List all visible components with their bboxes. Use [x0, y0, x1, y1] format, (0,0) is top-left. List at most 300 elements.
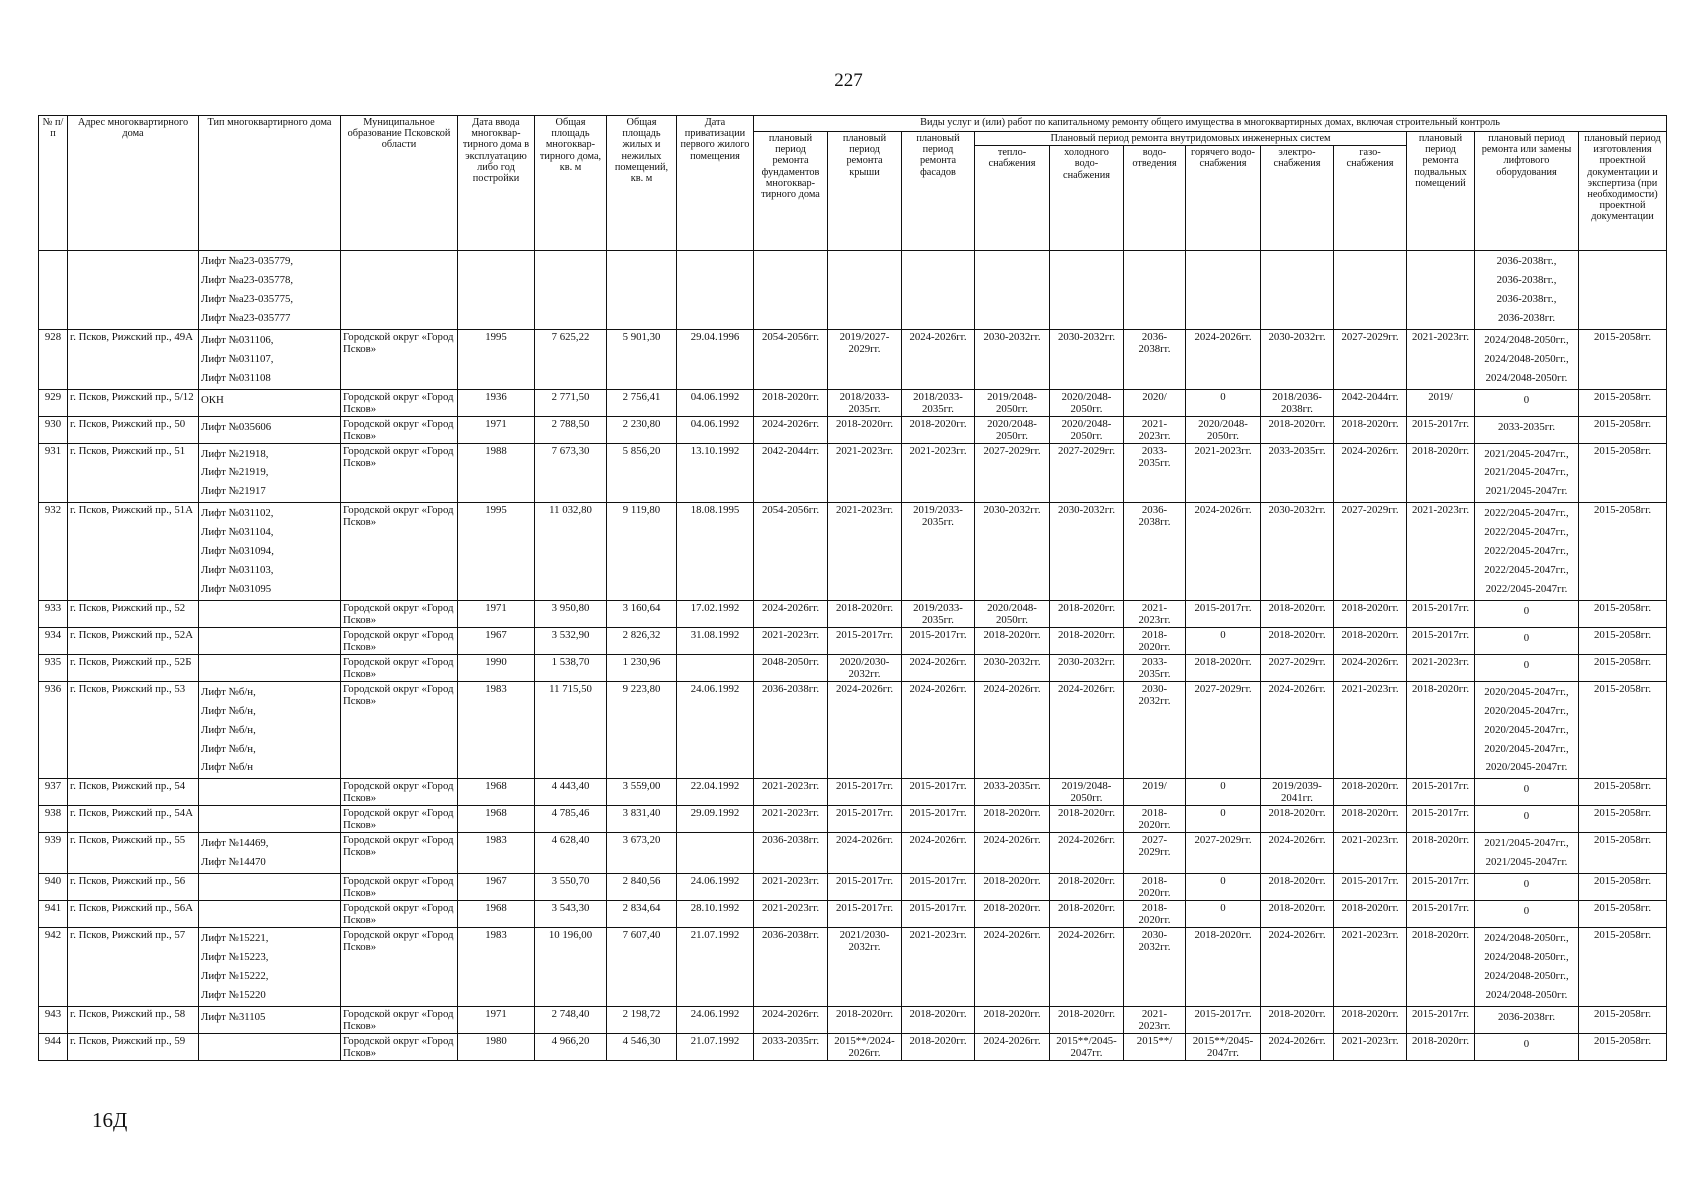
cell-hot-water: 2024-2026гг.: [1186, 329, 1261, 389]
cell-foundation: 2018-2020гг.: [754, 389, 828, 416]
cell-gas: 2021-2023гг.: [1334, 681, 1407, 779]
cell-elevator: [1475, 443, 1579, 503]
cell-docs: 2015-2058гг.: [1579, 779, 1667, 806]
cell-foundation: 2024-2026гг.: [754, 600, 828, 627]
cell-address: г. Псков, Рижский пр., 52Б: [68, 654, 199, 681]
elevator-period-line: 2022/2045-2047гг.,: [1484, 507, 1569, 520]
cell-drainage: 2021-2023гг.: [1124, 416, 1186, 443]
cell-date: 1936: [458, 389, 535, 416]
cell-docs: 2015-2058гг.: [1579, 681, 1667, 779]
cell-elevator: [1475, 503, 1579, 601]
cell-electric: 2033-2035гг.: [1261, 443, 1334, 503]
cell-basement: [1407, 251, 1475, 330]
header-drainage: водо-отведения: [1124, 146, 1186, 251]
elevator-id-line: Лифт №035606: [201, 420, 272, 433]
cell-municipality: Городской округ «Город Псков»: [341, 627, 458, 654]
cell-living-area: 2 840,56: [607, 874, 677, 901]
cell-drainage: 2020/: [1124, 389, 1186, 416]
cell-electric: 2030-2032гг.: [1261, 503, 1334, 601]
cell-num: 939: [39, 833, 68, 874]
cell-num: 933: [39, 600, 68, 627]
cell-electric: [1261, 251, 1334, 330]
cell-heat: 2018-2020гг.: [975, 627, 1050, 654]
cell-facade: 2015-2017гг.: [902, 901, 975, 928]
cell-drainage: 2015**/: [1124, 1033, 1186, 1060]
elevator-period-line: 0: [1523, 878, 1530, 891]
cell-privatization: 18.08.1995: [677, 503, 754, 601]
cell-gas: 2018-2020гг.: [1334, 1006, 1407, 1033]
cell-type: [199, 503, 341, 601]
cell-total-area: 1 538,70: [535, 654, 607, 681]
cell-municipality: Городской округ «Город Псков»: [341, 329, 458, 389]
elevator-id-line: Лифт №031106,: [201, 333, 274, 346]
elevator-period-line: 0: [1523, 604, 1530, 617]
cell-municipality: Городской округ «Город Псков»: [341, 416, 458, 443]
cell-electric: 2018-2020гг.: [1261, 416, 1334, 443]
cell-date: 1980: [458, 1033, 535, 1060]
cell-address: г. Псков, Рижский пр., 53: [68, 681, 199, 779]
cell-total-area: 3 550,70: [535, 874, 607, 901]
cell-gas: 2024-2026гг.: [1334, 443, 1407, 503]
elevator-period-line: 2022/2045-2047гг.,: [1484, 526, 1569, 539]
cell-cold-water: 2020/2048-2050гг.: [1050, 389, 1124, 416]
elevator-period-line: 2036-2038гг.: [1497, 1010, 1556, 1023]
elevator-id-line: Лифт №031094,: [201, 545, 274, 558]
elevator-period-line: 2024/2048-2050гг.,: [1484, 333, 1569, 346]
cell-hot-water: 2027-2029гг.: [1186, 681, 1261, 779]
cell-date: 1971: [458, 600, 535, 627]
cell-hot-water: 2015-2017гг.: [1186, 600, 1261, 627]
cell-gas: 2021-2023гг.: [1334, 1033, 1407, 1060]
cell-cold-water: 2018-2020гг.: [1050, 1006, 1124, 1033]
elevator-id-line: Лифт №031102,: [201, 507, 274, 520]
elevator-id-line: Лифт №031095: [201, 582, 272, 595]
cell-type: [199, 928, 341, 1007]
elevator-id-line: Лифт №15222,: [201, 969, 269, 982]
cell-roof: 2015-2017гг.: [828, 779, 902, 806]
cell-facade: 2018-2020гг.: [902, 1006, 975, 1033]
cell-type: [199, 443, 341, 503]
cell-roof: 2024-2026гг.: [828, 681, 902, 779]
cell-roof: 2018-2020гг.: [828, 600, 902, 627]
cell-foundation: [754, 251, 828, 330]
cell-municipality: Городской округ «Город Псков»: [341, 1006, 458, 1033]
cell-address: г. Псков, Рижский пр., 51А: [68, 503, 199, 601]
cell-gas: 2018-2020гг.: [1334, 806, 1407, 833]
cell-elevator: [1475, 251, 1579, 330]
cell-drainage: 2030-2032гг.: [1124, 681, 1186, 779]
elevator-period-line: 2022/2045-2047гг.,: [1484, 563, 1569, 576]
cell-num: 932: [39, 503, 68, 601]
cell-basement: 2021-2023гг.: [1407, 329, 1475, 389]
elevator-id-line: Лифт №31105: [201, 1010, 266, 1023]
cell-municipality: Городской округ «Город Псков»: [341, 901, 458, 928]
cell-facade: 2019/2033-2035гг.: [902, 600, 975, 627]
cell-electric: 2027-2029гг.: [1261, 654, 1334, 681]
cell-hot-water: 2015**/2045-2047гг.: [1186, 1033, 1261, 1060]
cell-living-area: 5 856,20: [607, 443, 677, 503]
cell-electric: 2030-2032гг.: [1261, 329, 1334, 389]
cell-gas: 2018-2020гг.: [1334, 600, 1407, 627]
elevator-period-line: 0: [1523, 905, 1530, 918]
cell-heat: 2018-2020гг.: [975, 901, 1050, 928]
header-num: № п/п: [39, 116, 68, 251]
cell-type: [199, 1006, 341, 1033]
cell-total-area: 4 966,20: [535, 1033, 607, 1060]
elevator-period-line: 2021/2045-2047гг.,: [1484, 447, 1569, 460]
table-row: [39, 654, 1667, 681]
cell-foundation: 2042-2044гг.: [754, 443, 828, 503]
cell-municipality: Городской округ «Город Псков»: [341, 503, 458, 601]
cell-electric: 2018-2020гг.: [1261, 874, 1334, 901]
cell-roof: 2021-2023гг.: [828, 443, 902, 503]
cell-total-area: 7 625,22: [535, 329, 607, 389]
cell-roof: 2015-2017гг.: [828, 874, 902, 901]
elevator-id-line: Лифт №14469,: [201, 837, 269, 850]
cell-electric: 2018-2020гг.: [1261, 901, 1334, 928]
elevator-period-line: 0: [1523, 658, 1530, 671]
cell-cold-water: 2024-2026гг.: [1050, 681, 1124, 779]
cell-type: [199, 681, 341, 779]
elevator-id-line: Лифт №14470: [201, 856, 266, 869]
cell-living-area: 3 559,00: [607, 779, 677, 806]
cell-electric: 2018-2020гг.: [1261, 627, 1334, 654]
cell-roof: [828, 251, 902, 330]
cell-total-area: 11 715,50: [535, 681, 607, 779]
cell-basement: 2018-2020гг.: [1407, 443, 1475, 503]
cell-total-area: 4 443,40: [535, 779, 607, 806]
cell-privatization: 21.07.1992: [677, 928, 754, 1007]
cell-municipality: Городской округ «Город Псков»: [341, 654, 458, 681]
cell-docs: 2015-2058гг.: [1579, 627, 1667, 654]
cell-date: 1990: [458, 654, 535, 681]
cell-roof: 2018/2033-2035гг.: [828, 389, 902, 416]
cell-facade: 2015-2017гг.: [902, 627, 975, 654]
cell-privatization: 24.06.1992: [677, 874, 754, 901]
cell-docs: 2015-2058гг.: [1579, 329, 1667, 389]
cell-heat: 2030-2032гг.: [975, 654, 1050, 681]
cell-privatization: 31.08.1992: [677, 627, 754, 654]
cell-docs: 2015-2058гг.: [1579, 654, 1667, 681]
cell-cold-water: 2027-2029гг.: [1050, 443, 1124, 503]
cell-num: 940: [39, 874, 68, 901]
cell-total-area: 3 532,90: [535, 627, 607, 654]
cell-living-area: 2 198,72: [607, 1006, 677, 1033]
cell-electric: 2024-2026гг.: [1261, 1033, 1334, 1060]
table-row: [39, 416, 1667, 443]
table-row: [39, 1033, 1667, 1060]
cell-basement: 2021-2023гг.: [1407, 654, 1475, 681]
cell-total-area: [535, 251, 607, 330]
elevator-period-line: 2024/2048-2050гг.,: [1484, 932, 1569, 945]
cell-docs: 2015-2058гг.: [1579, 1006, 1667, 1033]
cell-municipality: Городской округ «Город Псков»: [341, 806, 458, 833]
cell-address: г. Псков, Рижский пр., 56: [68, 874, 199, 901]
cell-address: г. Псков, Рижский пр., 55: [68, 833, 199, 874]
cell-drainage: 2019/: [1124, 779, 1186, 806]
cell-privatization: 28.10.1992: [677, 901, 754, 928]
cell-living-area: 1 230,96: [607, 654, 677, 681]
cell-heat: 2024-2026гг.: [975, 681, 1050, 779]
cell-roof: 2019/2027-2029гг.: [828, 329, 902, 389]
elevator-period-line: 2020/2045-2047гг.,: [1484, 704, 1569, 717]
cell-hot-water: 0: [1186, 901, 1261, 928]
cell-heat: 2024-2026гг.: [975, 833, 1050, 874]
cell-municipality: Городской округ «Город Псков»: [341, 874, 458, 901]
cell-basement: 2021-2023гг.: [1407, 503, 1475, 601]
cell-facade: 2024-2026гг.: [902, 654, 975, 681]
elevator-id-line: Лифт №15221,: [201, 932, 269, 945]
cell-cold-water: 2020/2048-2050гг.: [1050, 416, 1124, 443]
cell-roof: 2015-2017гг.: [828, 806, 902, 833]
table-row: [39, 627, 1667, 654]
cell-facade: 2015-2017гг.: [902, 874, 975, 901]
cell-privatization: 29.04.1996: [677, 329, 754, 389]
cell-drainage: 2018-2020гг.: [1124, 806, 1186, 833]
table-row: [39, 928, 1667, 1007]
cell-docs: 2015-2058гг.: [1579, 806, 1667, 833]
cell-foundation: 2021-2023гг.: [754, 627, 828, 654]
elevator-id-line: Лифт №б/н,: [201, 704, 256, 717]
cell-drainage: 2027-2029гг.: [1124, 833, 1186, 874]
cell-basement: 2018-2020гг.: [1407, 928, 1475, 1007]
cell-num: 935: [39, 654, 68, 681]
cell-basement: 2015-2017гг.: [1407, 1006, 1475, 1033]
cell-heat: 2018-2020гг.: [975, 1006, 1050, 1033]
cell-heat: 2020/2048-2050гг.: [975, 600, 1050, 627]
cell-total-area: 2 788,50: [535, 416, 607, 443]
cell-docs: 2015-2058гг.: [1579, 600, 1667, 627]
elevator-id-line: Лифт №б/н,: [201, 723, 256, 736]
cell-num: 943: [39, 1006, 68, 1033]
cell-address: г. Псков, Рижский пр., 59: [68, 1033, 199, 1060]
cell-foundation: 2048-2050гг.: [754, 654, 828, 681]
cell-docs: [1579, 251, 1667, 330]
header-total-area: Общая площадь многоквар-тирного дома, кв. м: [535, 116, 607, 251]
elevator-period-line: 2036-2038гг.,: [1496, 274, 1557, 287]
cell-address: г. Псков, Рижский пр., 52А: [68, 627, 199, 654]
cell-basement: 2015-2017гг.: [1407, 901, 1475, 928]
elevator-period-line: 2036-2038гг.: [1497, 311, 1556, 324]
cell-docs: 2015-2058гг.: [1579, 874, 1667, 901]
table-row: [39, 779, 1667, 806]
cell-total-area: 2 748,40: [535, 1006, 607, 1033]
cell-hot-water: 0: [1186, 806, 1261, 833]
cell-roof: 2018-2020гг.: [828, 416, 902, 443]
cell-heat: 2024-2026гг.: [975, 928, 1050, 1007]
cell-living-area: 3 160,64: [607, 600, 677, 627]
cell-elevator: [1475, 1033, 1579, 1060]
cell-cold-water: 2018-2020гг.: [1050, 874, 1124, 901]
cell-gas: 2018-2020гг.: [1334, 779, 1407, 806]
cell-elevator: [1475, 779, 1579, 806]
cell-drainage: 2018-2020гг.: [1124, 901, 1186, 928]
elevator-id-line: Лифт №а23-035779,: [201, 255, 294, 268]
cell-date: 1995: [458, 329, 535, 389]
cell-total-area: 2 771,50: [535, 389, 607, 416]
table-row: [39, 389, 1667, 416]
cell-type: [199, 779, 341, 806]
cell-type: [199, 901, 341, 928]
cell-privatization: 21.07.1992: [677, 1033, 754, 1060]
cell-foundation: 2021-2023гг.: [754, 901, 828, 928]
cell-gas: 2018-2020гг.: [1334, 901, 1407, 928]
table-row: [39, 681, 1667, 779]
elevator-id-line: ОКН: [201, 393, 224, 406]
cell-roof: 2015**/2024-2026гг.: [828, 1033, 902, 1060]
cell-elevator: [1475, 901, 1579, 928]
page-number: 227: [834, 70, 863, 91]
cell-electric: 2018-2020гг.: [1261, 1006, 1334, 1033]
cell-roof: 2018-2020гг.: [828, 1006, 902, 1033]
elevator-period-line: 0: [1523, 783, 1530, 796]
cell-facade: 2018-2020гг.: [902, 416, 975, 443]
cell-total-area: 7 673,30: [535, 443, 607, 503]
cell-facade: 2024-2026гг.: [902, 681, 975, 779]
header-elevator: плановый период ремонта или замены лифтового оборудования: [1475, 132, 1579, 251]
cell-gas: 2027-2029гг.: [1334, 503, 1407, 601]
cell-electric: 2018-2020гг.: [1261, 600, 1334, 627]
cell-num: 930: [39, 416, 68, 443]
cell-privatization: [677, 833, 754, 874]
cell-gas: 2018-2020гг.: [1334, 416, 1407, 443]
cell-heat: 2018-2020гг.: [975, 874, 1050, 901]
cell-living-area: 9 223,80: [607, 681, 677, 779]
cell-drainage: 2018-2020гг.: [1124, 874, 1186, 901]
cell-municipality: Городской округ «Город Псков»: [341, 600, 458, 627]
header-docs: плановый период изготовления проектной документации и экспертиза (при необходимости) проектной документации: [1579, 132, 1667, 251]
cell-address: г. Псков, Рижский пр., 54А: [68, 806, 199, 833]
cell-hot-water: 2018-2020гг.: [1186, 928, 1261, 1007]
cell-docs: 2015-2058гг.: [1579, 928, 1667, 1007]
cell-basement: 2015-2017гг.: [1407, 600, 1475, 627]
elevator-period-line: 2024/2048-2050гг.: [1485, 371, 1568, 384]
cell-roof: 2015-2017гг.: [828, 627, 902, 654]
cell-gas: 2021-2023гг.: [1334, 928, 1407, 1007]
cell-drainage: [1124, 251, 1186, 330]
cell-facade: 2021-2023гг.: [902, 443, 975, 503]
cell-privatization: 13.10.1992: [677, 443, 754, 503]
cell-basement: 2015-2017гг.: [1407, 779, 1475, 806]
cell-hot-water: 2018-2020гг.: [1186, 654, 1261, 681]
cell-address: г. Псков, Рижский пр., 5/12: [68, 389, 199, 416]
cell-gas: 2024-2026гг.: [1334, 654, 1407, 681]
table-row: [39, 833, 1667, 874]
cell-type: [199, 654, 341, 681]
cell-living-area: 2 826,32: [607, 627, 677, 654]
cell-heat: 2019/2048-2050гг.: [975, 389, 1050, 416]
elevator-period-line: 2024/2048-2050гг.,: [1484, 969, 1569, 982]
cell-privatization: [677, 251, 754, 330]
cell-basement: 2018-2020гг.: [1407, 1033, 1475, 1060]
header-address: Адрес многоквартирного дома: [68, 116, 199, 251]
cell-type: [199, 389, 341, 416]
cell-num: 941: [39, 901, 68, 928]
cell-electric: 2018-2020гг.: [1261, 806, 1334, 833]
cell-foundation: 2021-2023гг.: [754, 874, 828, 901]
cell-electric: 2024-2026гг.: [1261, 928, 1334, 1007]
cell-basement: 2015-2017гг.: [1407, 627, 1475, 654]
cell-address: г. Псков, Рижский пр., 58: [68, 1006, 199, 1033]
header-foundation: плановый период ремонта фундаментов многоквар-тирного дома: [754, 132, 828, 251]
cell-total-area: 3 543,30: [535, 901, 607, 928]
cell-cold-water: 2030-2032гг.: [1050, 329, 1124, 389]
cell-hot-water: 2024-2026гг.: [1186, 503, 1261, 601]
cell-roof: 2024-2026гг.: [828, 833, 902, 874]
cell-drainage: 2036-2038гг.: [1124, 503, 1186, 601]
cell-basement: 2019/: [1407, 389, 1475, 416]
elevator-id-line: Лифт №а23-035778,: [201, 274, 294, 287]
cell-electric: 2019/2039-2041гг.: [1261, 779, 1334, 806]
cell-heat: 2030-2032гг.: [975, 329, 1050, 389]
cell-elevator: [1475, 1006, 1579, 1033]
cell-cold-water: 2019/2048-2050гг.: [1050, 779, 1124, 806]
cell-drainage: 2036-2038гг.: [1124, 329, 1186, 389]
cell-cold-water: 2018-2020гг.: [1050, 806, 1124, 833]
cell-num: 942: [39, 928, 68, 1007]
cell-heat: 2030-2032гг.: [975, 503, 1050, 601]
footer-code: 16Д: [92, 1108, 128, 1132]
cell-cold-water: 2024-2026гг.: [1050, 928, 1124, 1007]
cell-date: 1968: [458, 779, 535, 806]
cell-electric: 2024-2026гг.: [1261, 833, 1334, 874]
cell-privatization: 04.06.1992: [677, 416, 754, 443]
cell-gas: 2015-2017гг.: [1334, 874, 1407, 901]
elevator-period-line: 0: [1523, 810, 1530, 823]
elevator-id-line: Лифт №031103,: [201, 563, 274, 576]
elevator-period-line: 2021/2045-2047гг.,: [1484, 466, 1569, 479]
header-heat: тепло-снабжения: [975, 146, 1050, 251]
cell-type: [199, 806, 341, 833]
cell-drainage: 2033-2035гг.: [1124, 443, 1186, 503]
cell-living-area: 3 831,40: [607, 806, 677, 833]
cell-gas: 2018-2020гг.: [1334, 627, 1407, 654]
cell-heat: 2020/2048-2050гг.: [975, 416, 1050, 443]
cell-foundation: 2024-2026гг.: [754, 1006, 828, 1033]
table-row: [39, 1006, 1667, 1033]
elevator-id-line: Лифт №031107,: [201, 352, 274, 365]
elevator-period-line: 2022/2045-2047гг.,: [1484, 545, 1569, 558]
capital-repair-table: [38, 115, 1667, 1061]
cell-num: 944: [39, 1033, 68, 1060]
cell-total-area: 10 196,00: [535, 928, 607, 1007]
elevator-id-line: Лифт №б/н,: [201, 685, 256, 698]
table-row: [39, 806, 1667, 833]
cell-elevator: [1475, 681, 1579, 779]
table-row: [39, 901, 1667, 928]
cell-municipality: [341, 251, 458, 330]
cell-drainage: 2030-2032гг.: [1124, 928, 1186, 1007]
cell-cold-water: 2030-2032гг.: [1050, 503, 1124, 601]
cell-num: 931: [39, 443, 68, 503]
cell-total-area: 11 032,80: [535, 503, 607, 601]
cell-elevator: [1475, 806, 1579, 833]
cell-total-area: 3 950,80: [535, 600, 607, 627]
elevator-id-line: Лифт №б/н,: [201, 742, 256, 755]
cell-municipality: Городской округ «Город Псков»: [341, 1033, 458, 1060]
header-type: Тип многоквартирного дома: [199, 116, 341, 251]
cell-cold-water: 2018-2020гг.: [1050, 627, 1124, 654]
cell-basement: 2018-2020гг.: [1407, 681, 1475, 779]
cell-address: г. Псков, Рижский пр., 50: [68, 416, 199, 443]
elevator-period-line: 2033-2035гг.: [1497, 420, 1556, 433]
cell-type: [199, 329, 341, 389]
cell-docs: 2015-2058гг.: [1579, 503, 1667, 601]
cell-living-area: 2 834,64: [607, 901, 677, 928]
elevator-period-line: 2036-2038гг.,: [1496, 255, 1557, 268]
cell-heat: 2033-2035гг.: [975, 779, 1050, 806]
cell-num: 936: [39, 681, 68, 779]
